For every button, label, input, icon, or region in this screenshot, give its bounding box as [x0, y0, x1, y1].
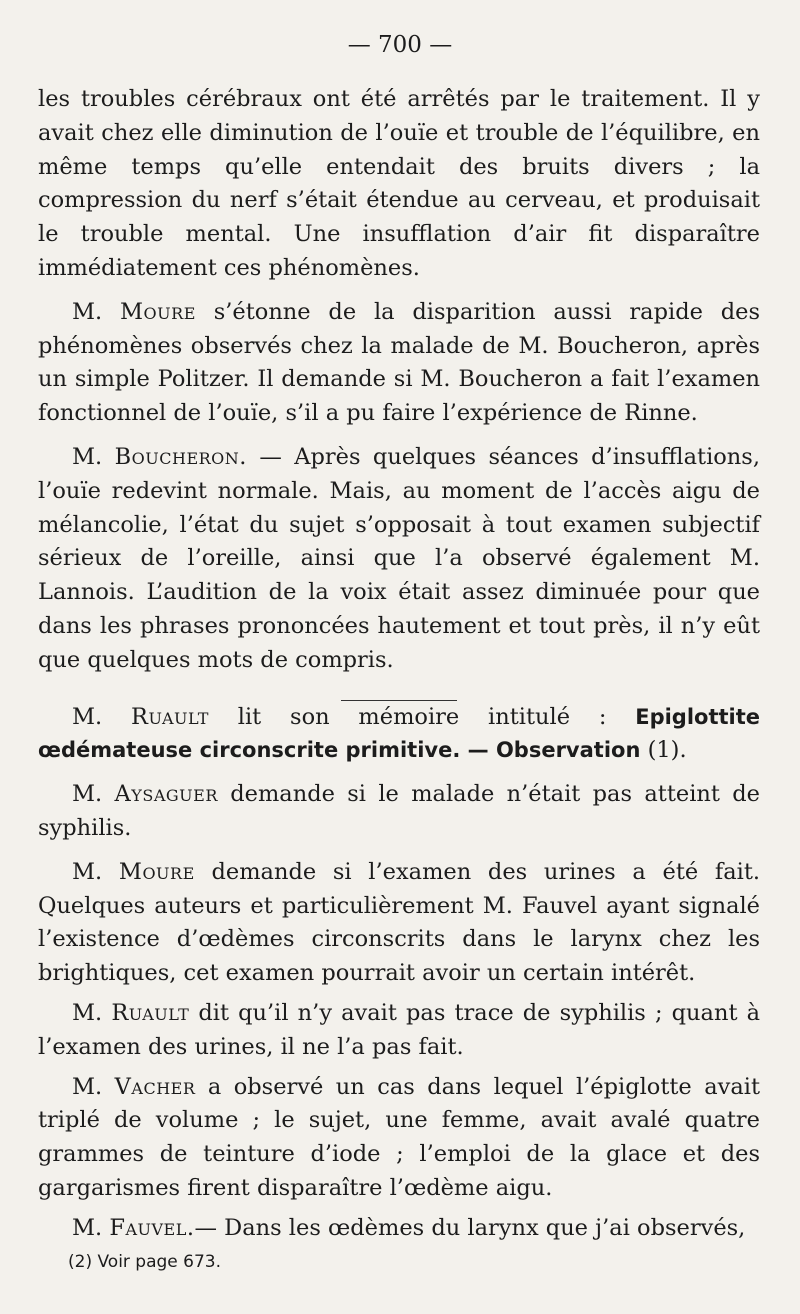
paragraph-vacher [38, 1071, 760, 1206]
speaker-prefix: M. [72, 298, 121, 325]
speaker-prefix: M. [72, 443, 115, 470]
speaker-name: Fauvel. [109, 1214, 195, 1241]
paragraph-aysaguer [38, 778, 760, 846]
paragraph-text: dit qu’il n’y avait pas trace de syphilis ; quant à l’examen des urines, il ne l’a pas fait. [38, 999, 761, 1060]
paragraph-text: lit son mémoire intitulé : [208, 703, 636, 730]
paragraph-boucheron [38, 441, 760, 678]
footnote: (2) Voir page 673. [68, 1252, 222, 1272]
speaker-name: Moure [118, 858, 195, 885]
paragraph-text: demande si l’examen des urines a été fait. Quelques auteurs et particulièrement M. Fauvel ayant signalé l’existence d’œdèmes circonscrits dans le larynx chez les brightiques, cet examen pourrait avoir un certain intérêt. [38, 858, 761, 987]
memoire-title: Epiglottite œdémateuse circonscrite primitive. — Observation [38, 704, 761, 763]
speaker-prefix: M. [72, 1073, 115, 1100]
paragraph-text: les troubles cérébraux ont été arrêtés par le traitement. Il y avait chez elle diminution de l’ouïe et trouble de l’équilibre, en même temps qu’elle entendait des bruits divers ; la compression du nerf s’était étendue au cerveau, et produisait le trouble mental. Une insufflation d’air fit disparaître immédiatement ces phénomènes. [38, 86, 760, 281]
speaker-name: Moure [120, 298, 196, 325]
paragraph-ruault-reply [38, 997, 760, 1065]
speaker-name: Ruault [131, 703, 209, 730]
speaker-prefix: M. [72, 1214, 110, 1241]
paragraph-text: — Après quelques séances d’insufflations, l’ouïe redevint normale. Mais, au moment de l’accès aigu de mélancolie, l’état du sujet s’opposait à tout examen subjectif sérieux de l’oreille, ainsi que l’a observé également M. Lannois. L’audition de la voix était assez diminuée pour que dans les phrases prononcées hautement et tout près, il n’y eût que quelques mots de compris. [38, 443, 760, 673]
speaker-name: Aysaguer [114, 781, 218, 808]
page-number: — 700 — [347, 32, 453, 58]
speaker-name: Ruault [111, 999, 190, 1026]
paragraph-text: demande si le malade n’était pas atteint de syphilis. [38, 781, 760, 841]
speaker-prefix: M. [72, 999, 112, 1026]
paragraph-text: s’étonne de la disparition aussi rapide des phénomènes observés chez la malade de M. Boucheron, après un simple Politzer. Il demande si M. Boucheron a fait l’examen fonctionnel de l’ouïe, s’il a pu faire l’expérience de Rinne. [38, 298, 760, 427]
footnote-ref: (1). [640, 737, 687, 764]
paragraph-ruault-memoire [38, 701, 760, 769]
paragraph-continuation [38, 83, 760, 286]
speaker-prefix: M. [72, 858, 119, 885]
speaker-prefix: M. [72, 781, 115, 808]
speaker-prefix: M. [72, 703, 132, 730]
paragraph-fauvel [38, 1212, 760, 1246]
paragraph-moure-1 [38, 296, 760, 431]
paragraph-text: a observé un cas dans lequel l’épiglotte avait triplé de volume ; le sujet, une femme, avait avalé quatre grammes de teinture d’iode ; l’emploi de la glace et des gargarismes firent disparaître l’œdème aigu. [38, 1073, 760, 1201]
paragraph-moure-2 [38, 856, 760, 991]
paragraph-text: — Dans les œdèmes du larynx que j’ai observés, [194, 1214, 746, 1241]
body-text [38, 83, 760, 1246]
speaker-name: Vacher [114, 1073, 196, 1100]
speaker-name: Boucheron. [114, 443, 247, 470]
